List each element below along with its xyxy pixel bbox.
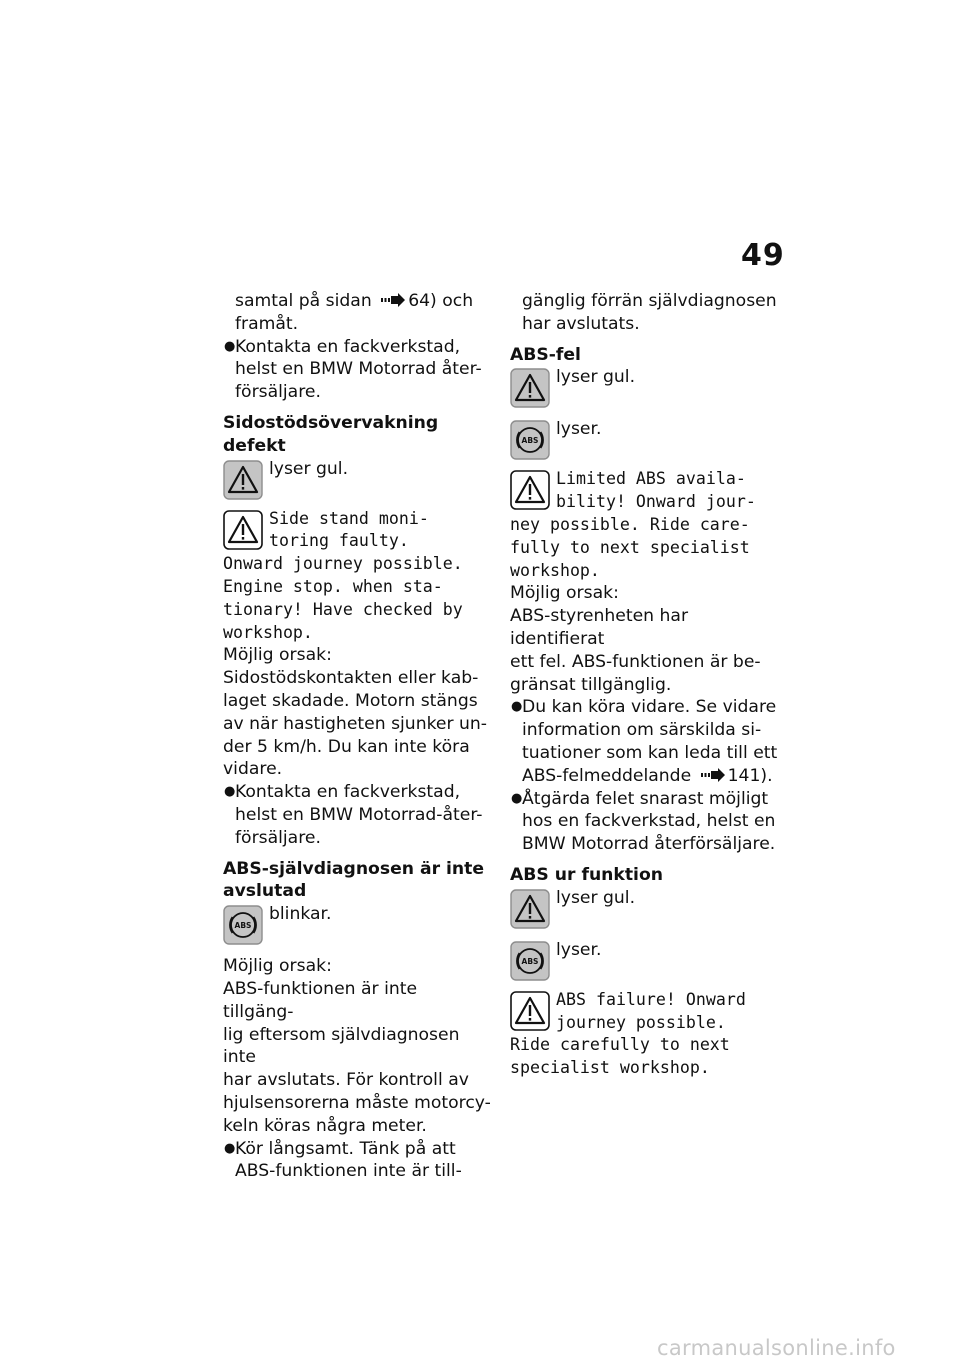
list-item xyxy=(510,788,782,856)
display-message-row xyxy=(223,508,493,554)
indicator-row xyxy=(223,458,493,500)
bullet-dot: ● xyxy=(511,790,523,806)
cause-text: keln köras några meter. xyxy=(223,1115,427,1136)
list-item-line: Kontakta en fackverkstad, xyxy=(235,782,461,803)
display-message-row xyxy=(510,468,782,514)
display-message-line: Onward journey possible. xyxy=(223,554,463,574)
list-item-line: har avslutats. xyxy=(522,313,640,334)
display-message-row xyxy=(510,989,782,1035)
section-heading-abs-ur-funktion: ABS ur funktion xyxy=(510,864,663,885)
reference-arrow-icon xyxy=(701,768,725,782)
list-item-line: försäljare. xyxy=(235,827,321,848)
display-message-line: Ride carefully to next xyxy=(510,1035,730,1055)
cause-text: der 5 km/h. Du kan inte köra xyxy=(223,736,470,757)
display-message-line: journey possible. xyxy=(556,1012,726,1032)
page-reference-text: 64) och xyxy=(408,291,474,311)
reference-arrow-icon xyxy=(381,293,405,307)
cause-text: har avslutats. För kontroll av xyxy=(223,1070,469,1091)
warning-triangle-outline-icon xyxy=(510,991,550,1031)
indicator-status: lyser gul. xyxy=(556,367,636,388)
list-item-line: ABS-funktionen inte är till- xyxy=(235,1161,462,1182)
indicator-status: blinkar. xyxy=(269,904,332,925)
cause-text: lig eftersom självdiagnosen inte xyxy=(223,1024,460,1068)
list-item-line: BMW Motorrad återförsäljare. xyxy=(522,834,776,855)
page-reference[interactable] xyxy=(697,766,773,786)
list-item-line xyxy=(522,765,782,788)
watermark[interactable]: carmanualsonline.info xyxy=(657,1336,896,1360)
display-message-line: ney possible. Ride care- xyxy=(510,514,750,534)
intro-text: samtal på sidan xyxy=(235,291,372,311)
warning-triangle-grey-icon xyxy=(223,460,263,500)
warning-triangle-grey-icon xyxy=(510,368,550,408)
display-message-line: ABS failure! Onward xyxy=(556,989,746,1009)
display-message-line: Side stand moni- xyxy=(269,508,429,528)
heading-line: ABS-självdiagnosen är inte xyxy=(223,858,485,879)
list-item-line: tuationer som kan leda till ett xyxy=(522,742,778,763)
bullet-dot: ● xyxy=(224,1140,236,1156)
display-message-line: tionary! Have checked by xyxy=(223,599,463,619)
abs-icon xyxy=(223,905,263,945)
warning-triangle-outline-icon xyxy=(510,470,550,510)
indicator-row xyxy=(510,418,782,460)
display-message-line: bility! Onward jour- xyxy=(556,492,756,512)
abs-icon xyxy=(510,941,550,981)
page-reference[interactable] xyxy=(377,291,473,311)
left-column xyxy=(223,290,493,1183)
list-item-line: hos en fackverkstad, helst en xyxy=(522,811,776,832)
abs-icon xyxy=(510,420,550,460)
heading-line: avslutad xyxy=(223,881,307,902)
list-item-line: Åtgärda felet snarast möjligt xyxy=(522,788,769,809)
list-item-line: gänglig förrän självdiagnosen xyxy=(522,291,777,311)
list-item xyxy=(510,696,782,787)
indicator-status: lyser gul. xyxy=(269,458,349,479)
svg-text:ABS: ABS xyxy=(521,956,539,966)
section-heading-sidostod: Sidostödsövervakning defekt xyxy=(223,412,439,456)
section-heading-abs-fel: ABS-fel xyxy=(510,344,581,365)
cause-text: ABS-styrenheten har identifierat xyxy=(510,606,689,649)
svg-text:ABS: ABS xyxy=(234,921,252,931)
display-message-line: fully to next specialist xyxy=(510,537,750,557)
cause-text: av när hastigheten sjunker un- xyxy=(223,713,488,734)
display-message-line: Engine stop. when sta- xyxy=(223,576,443,596)
cause-text: gränsat tillgänglig. xyxy=(510,674,672,695)
list-item-line: helst en BMW Motorrad-åter- xyxy=(235,804,483,825)
cause-label: Möjlig orsak: xyxy=(223,956,332,977)
list-item-line: information om särskilda si- xyxy=(522,720,762,741)
cause-text: ett fel. ABS-funktionen är be- xyxy=(510,651,761,672)
warning-triangle-outline-icon xyxy=(223,510,263,550)
indicator-row xyxy=(510,366,782,408)
list-item-line: helst en BMW Motorrad åter- xyxy=(235,359,482,380)
cause-text: ABS-funktionen är inte tillgäng- xyxy=(223,978,418,1022)
warning-triangle-grey-icon xyxy=(510,889,550,929)
list-item xyxy=(223,336,493,404)
svg-text:ABS: ABS xyxy=(521,436,539,446)
bullet-dot: ● xyxy=(224,784,236,800)
list-item-line: Kontakta en fackverkstad, xyxy=(235,336,461,357)
display-message-line: specialist workshop. xyxy=(510,1058,710,1078)
list-item-line: Du kan köra vidare. Se vidare xyxy=(522,697,777,718)
intro-continuation: framåt. xyxy=(235,313,299,334)
indicator-row xyxy=(510,887,782,929)
list-item-line: försäljare. xyxy=(235,382,321,403)
bullet-dot: ● xyxy=(511,699,523,715)
cause-text: hjulsensorerna måste motorcy- xyxy=(223,1092,491,1113)
intro-line xyxy=(223,290,493,313)
cause-label: Möjlig orsak: xyxy=(223,645,332,666)
cause-text: laget skadade. Motorn stängs xyxy=(223,690,478,711)
display-message-line: Limited ABS availa- xyxy=(556,469,746,489)
display-message-line: workshop. xyxy=(223,622,313,642)
indicator-status: lyser. xyxy=(556,419,602,440)
bullet-dot: ● xyxy=(224,338,236,354)
indicator-row xyxy=(223,903,493,945)
indicator-row xyxy=(510,939,782,981)
section-heading-abs-diagnos xyxy=(223,858,493,904)
cause-label: Möjlig orsak: xyxy=(510,583,619,604)
cause-text: vidare. xyxy=(223,759,283,780)
list-item-line: Kör långsamt. Tänk på att xyxy=(235,1138,456,1159)
display-message-line: workshop. xyxy=(510,560,600,580)
cause-text: Sidostödskontakten eller kab- xyxy=(223,668,479,689)
list-item-text: ABS-felmeddelande xyxy=(522,765,692,786)
right-column xyxy=(510,290,782,1080)
page-number: 49 xyxy=(741,238,785,273)
list-item xyxy=(223,781,493,849)
display-message-line: toring faulty. xyxy=(269,531,409,551)
list-item xyxy=(223,1138,493,1184)
page-reference-text: 141). xyxy=(727,765,773,786)
indicator-status: lyser. xyxy=(556,939,602,960)
indicator-status: lyser gul. xyxy=(556,887,636,908)
